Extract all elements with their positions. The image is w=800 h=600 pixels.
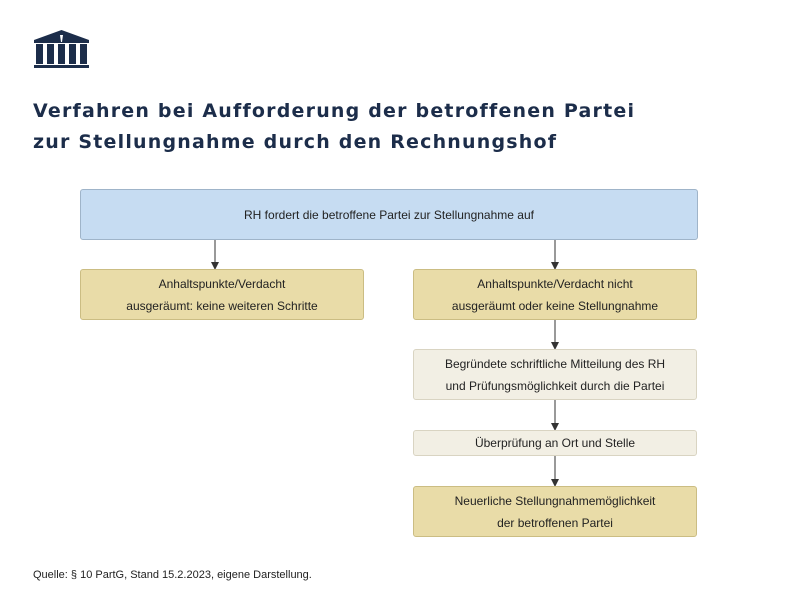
final-step-box <box>413 486 697 537</box>
left-branch-line-1: Anhaltspunkte/Verdacht <box>158 276 286 291</box>
notice-step-line-1: Begründete schriftliche Mitteilung des RH <box>444 356 666 371</box>
notice-step-box <box>413 349 697 400</box>
final-step-line-1: Neuerliche Stellungnahmemöglichkeit <box>454 493 656 508</box>
right-branch-box <box>413 269 697 320</box>
start-box <box>80 189 698 240</box>
notice-step-line-2: und Prüfungsmöglichkeit durch die Partei <box>445 378 665 393</box>
final-step-line-2: der betroffenen Partei <box>497 515 613 530</box>
right-branch-line-1: Anhaltspunkte/Verdacht nicht <box>477 276 633 291</box>
source-note: Quelle: § 10 PartG, Stand 15.2.2023, eigene Darstellung. <box>33 569 312 581</box>
title-line-1: Verfahren bei Aufforderung der betroffenen Partei <box>33 100 636 122</box>
left-branch-box <box>80 269 364 320</box>
onsite-step-label: Überprüfung an Ort und Stelle <box>474 436 636 450</box>
onsite-step-box <box>413 430 697 456</box>
left-branch-line-2: ausgeräumt: keine weiteren Schritte <box>126 298 318 313</box>
start-box-label: RH fordert die betroffene Partei zur Stellungnahme auf <box>244 207 534 222</box>
title-line-2: zur Stellungnahme durch den Rechnungshof <box>33 131 558 153</box>
right-branch-line-2: ausgeräumt oder keine Stellungnahme <box>451 298 659 313</box>
